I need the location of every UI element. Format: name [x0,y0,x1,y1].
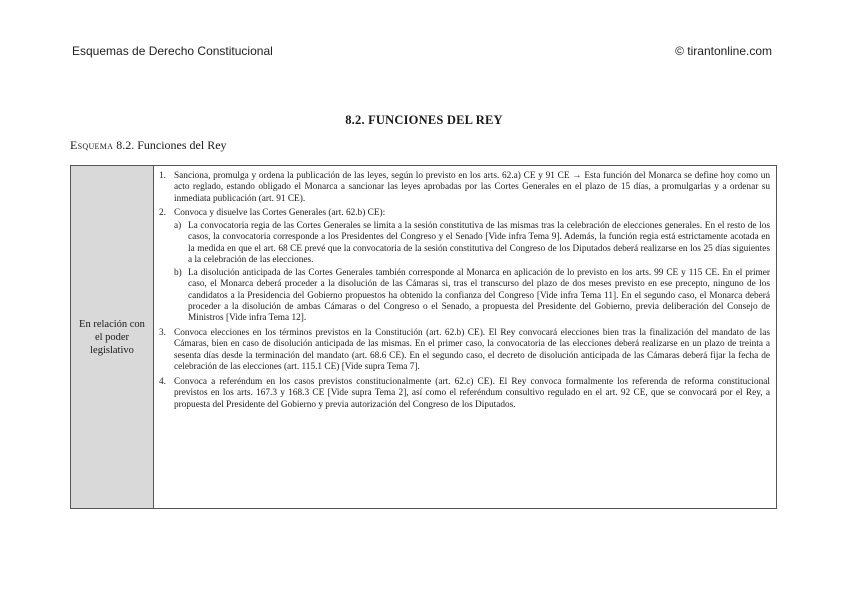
sub-item-letter: a) [174,220,182,231]
sub-item [174,268,770,325]
content-cell [154,166,776,508]
list-item [159,208,770,325]
item-body [174,208,770,325]
list-item [159,171,770,205]
list-item [159,377,770,411]
function-list [159,171,770,411]
item-number: 2. [159,208,166,219]
item-number: 3. [159,327,166,338]
item-number: 4. [159,376,166,387]
item-text: Convoca a referéndum en los casos previstos constitucionalmente (art. 62.c) CE). El Rey convoca formalmente los referenda de reforma constitucional previstos en los arts. 167.3 y 168.3 CE [Vide supra Tema 2], así como el referéndum consultivo regulado en el art. 92 CE, que se convocará por el Rey, a propuesta del Presidente del Gobierno y previa autorización del Congreso de los Diputados. [174,376,770,410]
row-label: En relación con el poder legislativo [79,318,145,356]
item-text: Convoca elecciones en los términos previstos en la Constitución (art. 62.b) CE). El Rey convocará elecciones bien tras la finalización del mandato de las Cámaras, bien en caso de disolución anticipada de las mismas. En el primer caso, la convocatoria de las elecciones deberá realizarse en un plazo de treinta a sesenta días desde la terminación del mandato (art. 68.6 CE). En el segundo caso, el decreto de disolución anticipada de las Cámaras deberá fijar la fecha de celebración de las elecciones (art. 115.1 CE) [Vide supra Tema 7]. [174,327,770,373]
item-text: Convoca y disuelve las Cortes Generales (art. 62.b) CE): [174,208,386,219]
running-header-source: © tirantonline.com [675,44,772,58]
sub-item [174,221,770,267]
item-number: 1. [159,171,166,181]
row-label-cell [71,166,154,508]
section-title: 8.2. FUNCIONES DEL REY [345,113,503,127]
item-text: Sanciona, promulga y ordena la publicación de las leyes, según lo previsto en los arts. 62.a) CE y 91 CE → Esta función del Monarca se define hoy como un acto reglado, estando obligado el Monarca a sancionar las leyes aprobadas por las Cortes Generales en el plazo de 15 días, a promulgarlas y a ordenar su inmediata publicación (art. 91 CE). [174,171,770,204]
scheme-caption [70,138,227,153]
sub-item-letter: b) [174,267,182,278]
sub-item-text: La disolución anticipada de las Cortes Generales también corresponde al Monarca en aplicación de lo previsto en los arts. 99 CE y 115 CE. En el primer caso, el Monarca deberá proceder a la disolución de las Cámaras si, tras el transcurso del plazo de dos meses previsto en ese precepto, ninguno de los candidatos a la Presidencia del Gobierno propuestos ha obtenido la confianza del Congreso [Vide infra Tema 11]. En el segundo caso, el Monarca deberá proceder a la disolución de ambas Cámaras o del Congreso o el Senado, a propuesta del Presidente del Gobierno, previa deliberación del Consejo de Ministros [Vide infra Tema 12]. [188,267,770,324]
list-item [159,328,770,374]
sub-item-text: La convocatoria regia de las Cortes Generales se limita a la sesión constitutiva de las mismas tras la celebración de elecciones generales. En el resto de los casos, la convocatoria corresponde a los Presidentes del Congreso y el Senado [Vide infra Tema 9]. Además, la función regia está estrictamente acotada en la medida en que el art. 68 CE prevé que la convocatoria de la sesión constitutiva del Congreso de los Diputados deberá realizarse en los 25 días siguientes a la celebración de las elecciones. [188,220,770,266]
scheme-caption-prefix: Esquema [70,138,114,152]
scheme-table [70,165,777,509]
running-header-title: Esquemas de Derecho Constitucional [72,44,273,58]
scheme-caption-text: 8.2. Funciones del Rey [113,138,227,152]
